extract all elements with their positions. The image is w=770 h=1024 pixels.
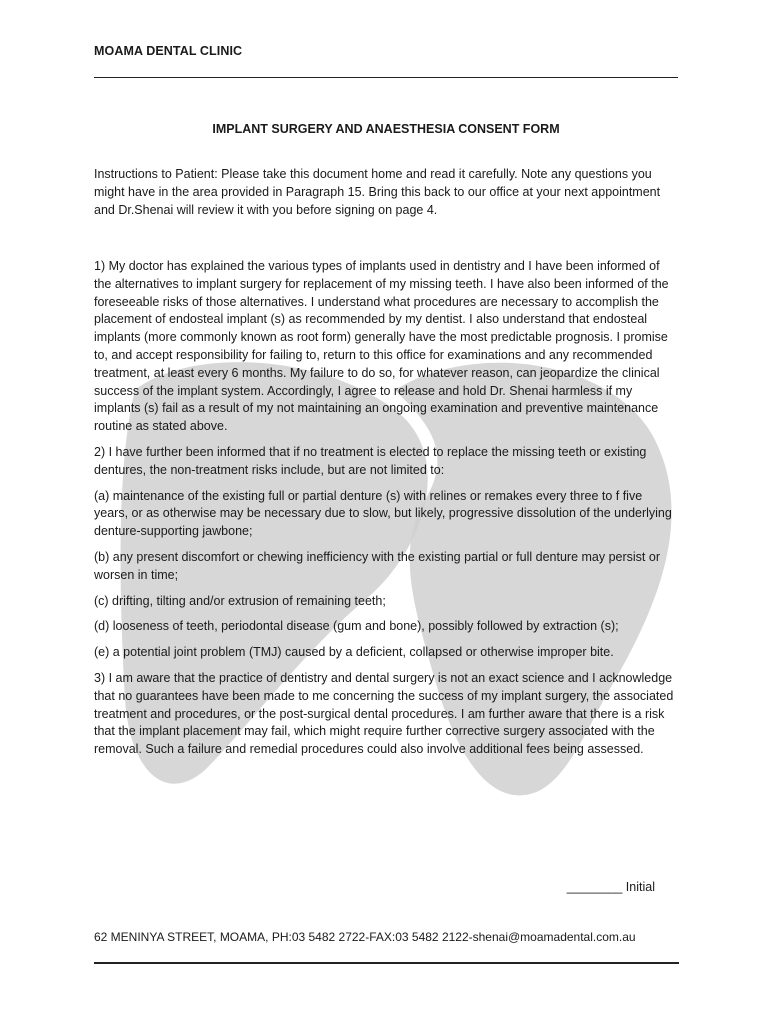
instructions-text: Instructions to Patient: Please take this document home and read it carefully. Note any questions you might have in the area provided in Paragraph 15. Bring this back to our office at your next appointment and Dr.Shenai will review it with you before signing on page 4. bbox=[94, 167, 661, 217]
form-title: IMPLANT SURGERY AND ANAESTHESIA CONSENT FORM bbox=[212, 122, 560, 136]
paragraph-3: 3) I am aware that the practice of dentistry and dental surgery is not an exact science and I acknowledge that no guarantees have been made to me concerning the success of my implant surgery, the associated treatment and procedures, or the post-surgical dental procedures. I am further aware that there is a risk that the implant placement may fail, which might require further corrective surgery associated with the removal. Such a failure and remedial procedures could also involve additional fees being assessed. bbox=[94, 670, 674, 757]
paragraph-2c: (c) drifting, tilting and/or extrusion of remaining teeth; bbox=[94, 593, 386, 608]
initial-field[interactable]: ________ Initial bbox=[566, 880, 655, 894]
footer-address: 62 MENINYA STREET, MOAMA, PH:03 5482 2722-FAX:03 5482 2122-shenai@moamadental.com.au bbox=[94, 930, 636, 944]
consent-sections bbox=[94, 258, 678, 767]
paragraph-1: 1) My doctor has explained the various types of implants used in dentistry and I have been informed of the alternatives to implant surgery for replacement of my missing teeth. I have also been informed of the foreseeable risks of those alternatives. I understand what procedures are necessary to accomplish the placement of endosteal implant (s) as recommended by my dentist. I also understand that endosteal implants (more commonly known as root form) generally have the most predictable prognosis. I promise to, and accept responsibility for failing to, return to this office for examinations and any recommended treatment, at least every 6 months. My failure to do so, for whatever reason, can jeopardize the clinical success of the implant system. Accordingly, I agree to release and hold Dr. Shenai harmless if my implants (s) fail as a result of my not maintaining an ongoing examination and preventive maintenance routine as stated above. bbox=[94, 259, 669, 434]
paragraph-2b: (b) any present discomfort or chewing inefficiency with the existing partial or full denture may persist or worsen in time; bbox=[94, 549, 660, 582]
instructions-paragraph bbox=[94, 166, 678, 227]
header-divider bbox=[94, 77, 678, 78]
paragraph-2e: (e) a potential joint problem (TMJ) caused by a deficient, collapsed or otherwise improper bite. bbox=[94, 645, 614, 660]
clinic-name: MOAMA DENTAL CLINIC bbox=[94, 44, 243, 58]
footer-divider bbox=[94, 962, 679, 964]
paragraph-2a: (a) maintenance of the existing full or partial denture (s) with relines or remakes every three to f five years, or as otherwise may be necessary due to slow, but likely, progressive dissolution of the underlying denture-supporting jawbone; bbox=[94, 488, 672, 539]
paragraph-2: 2) I have further been informed that if no treatment is elected to replace the missing teeth or existing dentures, the non-treatment risks include, but are not limited to: bbox=[94, 444, 647, 477]
paragraph-2d: (d) looseness of teeth, periodontal disease (gum and bone), possibly followed by extraction (s); bbox=[94, 619, 619, 634]
